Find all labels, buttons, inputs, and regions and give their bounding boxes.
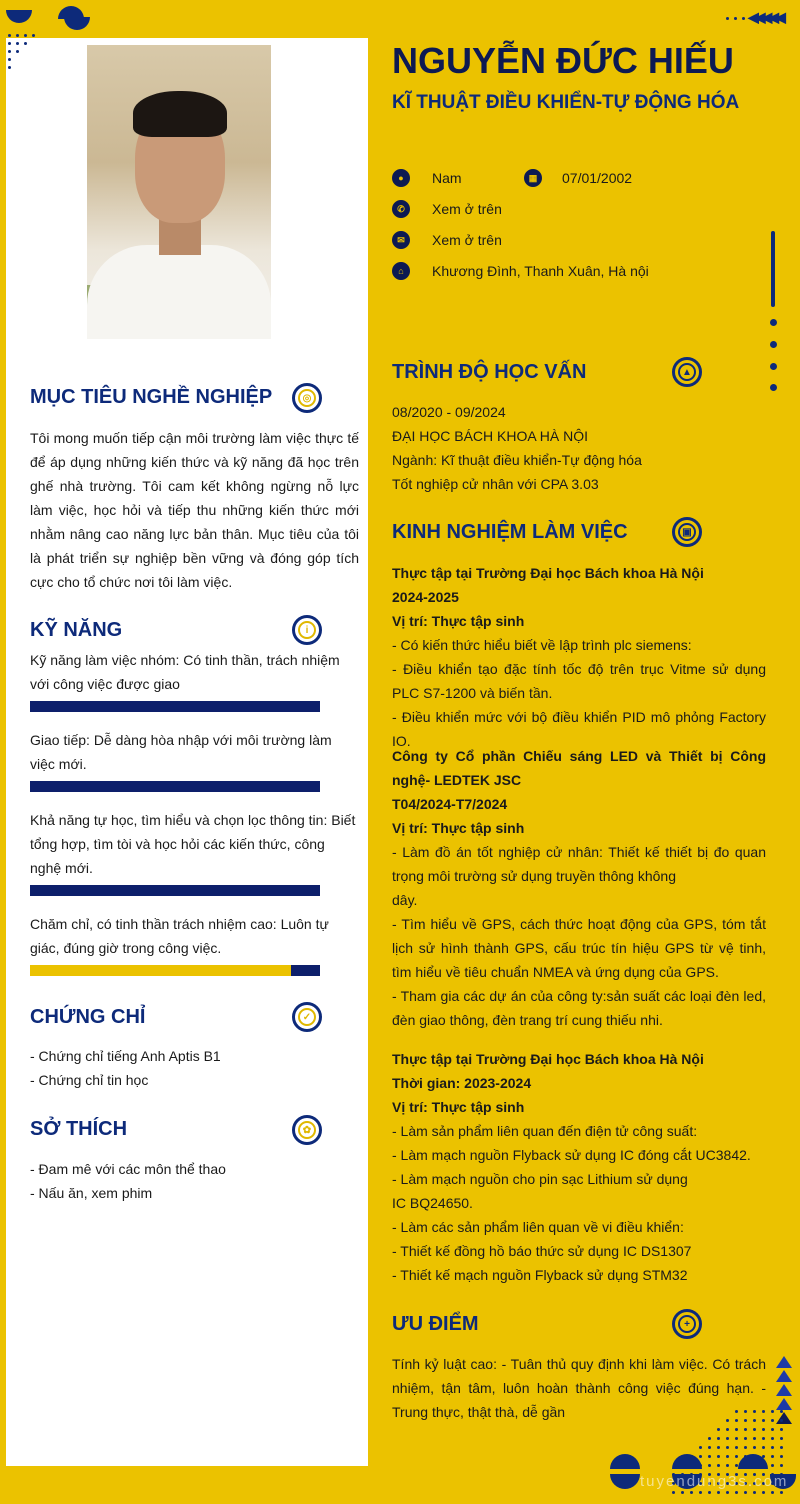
dot-decoration (699, 1446, 702, 1449)
triangle-decoration (776, 1356, 792, 1368)
dot-decoration (771, 1464, 774, 1467)
dot-decoration (708, 1446, 711, 1449)
job-position: Vị trí: Thực tập sinh (392, 1099, 525, 1115)
photo-hair (133, 91, 227, 137)
gender-value: Nam (432, 170, 462, 186)
dot-decoration (16, 50, 19, 53)
skill-item: Khả năng tự học, tìm hiểu và chọn lọc thông tin: Biết tổng hợp, tìm tòi và học hỏi các kiến thức, công nghệ mới. (30, 812, 356, 876)
dot-decoration (24, 42, 27, 45)
job-position: Vị trí: Thực tập sinh (392, 613, 525, 629)
job-detail: - Tham gia các dự án của công ty:sản suất các loại đèn led, đèn giao thông, đèn trang trí cung thiếu nhi. (392, 988, 766, 1028)
certificate-item: - Chứng chỉ tiếng Anh Aptis B1 (30, 1048, 221, 1064)
plus-icon: + (672, 1309, 702, 1339)
dot-decoration (708, 1437, 711, 1440)
job-company: Công ty Cổ phần Chiếu sáng LED và Thiết bị Công nghệ- LEDTEK JSC (392, 748, 766, 788)
dot-decoration (735, 1446, 738, 1449)
dot-decoration (770, 363, 777, 370)
strengths-title: ƯU ĐIỂM (392, 1313, 479, 1335)
dot-decoration (753, 1428, 756, 1431)
dot-decoration (753, 1437, 756, 1440)
education-result: Tốt nghiệp cử nhân với CPA 3.03 (392, 476, 599, 492)
watermark: tuyendung3s.com (640, 1473, 789, 1490)
dot-decoration (744, 1410, 747, 1413)
dot-decoration (753, 1491, 756, 1494)
candidate-name: NGUYỄN ĐỨC HIẾU (392, 40, 734, 81)
dot-decoration (744, 1437, 747, 1440)
dot-decoration (753, 1419, 756, 1422)
job-detail: - Làm sản phẩm liên quan đến điện tử công suất: (392, 1123, 698, 1139)
education-period: 08/2020 - 09/2024 (392, 404, 506, 420)
dot-decoration (753, 1410, 756, 1413)
dot-decoration (726, 1437, 729, 1440)
dot-decoration (8, 66, 11, 69)
job-time: T04/2024-T7/2024 (392, 796, 508, 812)
dot-decoration (726, 1491, 729, 1494)
dot-decoration (735, 1491, 738, 1494)
dot-decoration (780, 1464, 783, 1467)
skill-level-bar (30, 781, 320, 792)
dob-value: 07/01/2002 (562, 170, 633, 186)
dot-decoration (8, 42, 11, 45)
target-icon: ◎ (292, 383, 322, 413)
job-company: Thực tập tại Trường Đại học Bách khoa Hà Nội (392, 565, 704, 581)
job-detail: - Điều khiển mức với bộ điều khiển PID mô phỏng Factory IO. (392, 709, 766, 749)
dot-decoration (735, 1419, 738, 1422)
dot-decoration (762, 1491, 765, 1494)
skill-level-bar (30, 701, 320, 712)
dot-decoration (780, 1455, 783, 1458)
dot-decoration (16, 42, 19, 45)
strengths-text: Tính kỷ luật cao: - Tuân thủ quy định khi làm việc. Có trách nhiệm, tận tâm, luôn hoàn thành công việc đúng hạn. - Trung thực, thật thà, dễ gần (392, 1356, 766, 1420)
job-detail: IC BQ24650. (392, 1195, 473, 1211)
dot-decoration (744, 1419, 747, 1422)
job-time: Thời gian: 2023-2024 (392, 1075, 532, 1091)
hobbies-title: SỞ THÍCH (30, 1118, 128, 1140)
badge-icon: ✓ (292, 1002, 322, 1032)
dot-decoration (780, 1419, 783, 1422)
semicircle-decoration (6, 10, 32, 23)
dot-decoration (771, 1455, 774, 1458)
dot-decoration (717, 1446, 720, 1449)
dot-decoration (762, 1446, 765, 1449)
semicircle-decoration (32, 15, 58, 28)
mail-icon: ✉ (392, 231, 410, 249)
person-icon: ● (392, 169, 410, 187)
dot-decoration (770, 341, 777, 348)
dot-decoration (726, 1455, 729, 1458)
dot-decoration (744, 1428, 747, 1431)
semicircle-decoration (64, 17, 90, 30)
info-icon: i (292, 615, 322, 645)
calendar-icon: ▦ (524, 169, 542, 187)
job-detail: - Làm đồ án tốt nghiệp cử nhân: Thiết kế thiết bị đo quan trọng môi trường sử dụng truyền thông không (392, 844, 766, 884)
dot-decoration (717, 1437, 720, 1440)
dot-decoration (717, 1491, 720, 1494)
dot-decoration (771, 1428, 774, 1431)
job-detail: - Làm mạch nguồn cho pin sạc Lithium sử dụng (392, 1171, 688, 1187)
dot-decoration (780, 1428, 783, 1431)
dot-decoration (744, 1491, 747, 1494)
dot-decoration (771, 1446, 774, 1449)
semicircle-decoration (610, 1474, 640, 1489)
skill-level-bar (30, 885, 320, 896)
phone-icon: ✆ (392, 200, 410, 218)
dot-decoration (672, 1491, 675, 1494)
dot-decoration (762, 1419, 765, 1422)
dot-decoration (770, 319, 777, 326)
experience-title: KINH NGHIỆM LÀM VIỆC (392, 521, 628, 543)
dot-decoration (742, 17, 745, 20)
dot-decoration (699, 1455, 702, 1458)
job-detail: - Có kiến thức hiểu biết về lập trình plc siemens: (392, 637, 692, 653)
dot-decoration (780, 1410, 783, 1413)
dot-decoration (708, 1464, 711, 1467)
skill-item: Chăm chỉ, có tinh thần trách nhiệm cao: Luôn tự giác, đúng giờ trong công việc. (30, 916, 329, 956)
triangle-decoration (776, 1384, 792, 1396)
job-company: Thực tập tại Trường Đại học Bách khoa Hà Nội (392, 1051, 704, 1067)
dot-decoration (726, 1428, 729, 1431)
dot-decoration (780, 1491, 783, 1494)
job-detail: - Làm mạch nguồn Flyback sử dụng IC đóng cắt UC3842. (392, 1147, 751, 1163)
candidate-role: KĨ THUẬT ĐIỀU KHIỂN-TỰ ĐỘNG HÓA (392, 92, 740, 113)
profile-photo (87, 45, 271, 339)
photo-shirt (87, 245, 271, 339)
hobby-item: - Đam mê với các môn thể thao (30, 1161, 226, 1177)
dot-decoration (690, 1491, 693, 1494)
dot-decoration (681, 1491, 684, 1494)
email-value: Xem ở trên (432, 232, 502, 248)
education-major: Ngành: Kĩ thuật điều khiển-Tự động hóa (392, 452, 642, 468)
dot-decoration (717, 1455, 720, 1458)
dot-decoration (762, 1410, 765, 1413)
dot-decoration (771, 1437, 774, 1440)
objective-text: Tôi mong muốn tiếp cận môi trường làm việc thực tế để áp dụng những kiến thức và kỹ năng đã học trên ghế nhà trường. Tôi cam kết không ngừng nỗ lực làm việc, học hỏi và tiếp thu những kiến thức mới nhằm nâng cao năng lực bản thân. Mục tiêu của tôi là phát triển sự nghiệp bền vững và đóng góp tích cực cho tổ chức nơi tôi làm việc. (30, 430, 359, 590)
dot-decoration (735, 1437, 738, 1440)
education-school: ĐẠI HỌC BÁCH KHOA HÀ NỘI (392, 428, 589, 444)
dot-decoration (16, 34, 19, 37)
triangle-decoration (776, 1370, 792, 1382)
job-time: 2024-2025 (392, 589, 459, 605)
job-detail: - Làm các sản phẩm liên quan về vi điều khiển: (392, 1219, 684, 1235)
dot-decoration (753, 1446, 756, 1449)
dot-decoration (8, 58, 11, 61)
certificates-title: CHỨNG CHỈ (30, 1006, 146, 1028)
skill-level-fill (30, 965, 291, 976)
dot-decoration (708, 1491, 711, 1494)
dot-decoration (771, 1410, 774, 1413)
dot-decoration (735, 1455, 738, 1458)
briefcase-icon: ▣ (672, 517, 702, 547)
dot-decoration (726, 1464, 729, 1467)
triangle-decoration (776, 1398, 792, 1410)
dot-decoration (770, 384, 777, 391)
job-detail: - Thiết kế đồng hồ báo thức sử dụng IC DS1307 (392, 1243, 692, 1259)
dot-decoration (726, 17, 729, 20)
job-detail: - Thiết kế mạch nguồn Flyback sử dụng STM32 (392, 1267, 688, 1283)
dot-decoration (735, 1428, 738, 1431)
dot-decoration (708, 1455, 711, 1458)
dot-decoration (762, 1428, 765, 1431)
dot-decoration (699, 1491, 702, 1494)
objective-title: MỤC TIÊU NGHỀ NGHIỆP (30, 386, 273, 408)
job-position: Vị trí: Thực tập sinh (392, 820, 525, 836)
job-detail: dây. (392, 892, 418, 908)
certificate-item: - Chứng chỉ tin học (30, 1072, 149, 1088)
semicircle-decoration (610, 1454, 640, 1469)
skill-level-bar (30, 965, 320, 976)
vertical-line-decoration (771, 231, 775, 307)
address-value: Khương Đình, Thanh Xuân, Hà nội (432, 263, 649, 279)
skill-item: Giao tiếp: Dễ dàng hòa nhập với môi trường làm việc mới. (30, 732, 332, 772)
dot-decoration (735, 1410, 738, 1413)
dot-decoration (8, 50, 11, 53)
graduation-cap-icon: ▲ (672, 357, 702, 387)
dot-decoration (762, 1437, 765, 1440)
dot-decoration (771, 1419, 774, 1422)
dot-decoration (717, 1464, 720, 1467)
puzzle-icon: ✿ (292, 1115, 322, 1145)
skills-title: KỸ NĂNG (30, 619, 123, 641)
chevrons-left-icon: ◀◀◀◀◀ (748, 9, 782, 25)
hobby-item: - Nấu ăn, xem phim (30, 1185, 153, 1201)
dot-decoration (717, 1428, 720, 1431)
phone-value: Xem ở trên (432, 201, 502, 217)
job-detail: - Tìm hiểu về GPS, cách thức hoạt động của GPS, tóm tắt lịch sử hình thành GPS, cấu trúc tín hiệu GPS từ vệ tinh, tìm hiểu về tiêu chuẩn NMEA và ứng dụng của GPS. (392, 916, 766, 980)
dot-decoration (744, 1446, 747, 1449)
education-title: TRÌNH ĐỘ HỌC VẤN (392, 361, 587, 383)
dot-decoration (771, 1491, 774, 1494)
skill-item: Kỹ năng làm việc nhóm: Có tinh thần, trách nhiệm với công việc được giao (30, 652, 340, 692)
semicircle-decoration (672, 1454, 702, 1469)
dot-decoration (8, 34, 11, 37)
dot-decoration (780, 1446, 783, 1449)
dot-decoration (726, 1419, 729, 1422)
dot-decoration (32, 34, 35, 37)
triangle-decoration (776, 1412, 792, 1424)
dot-decoration (726, 1446, 729, 1449)
dot-decoration (24, 34, 27, 37)
home-icon: ⌂ (392, 262, 410, 280)
dot-decoration (780, 1437, 783, 1440)
dot-decoration (734, 17, 737, 20)
job-detail: - Điều khiển tạo đặc tính tốc độ trên trục Vitme sử dụng PLC S7-1200 và biến tần. (392, 661, 766, 701)
